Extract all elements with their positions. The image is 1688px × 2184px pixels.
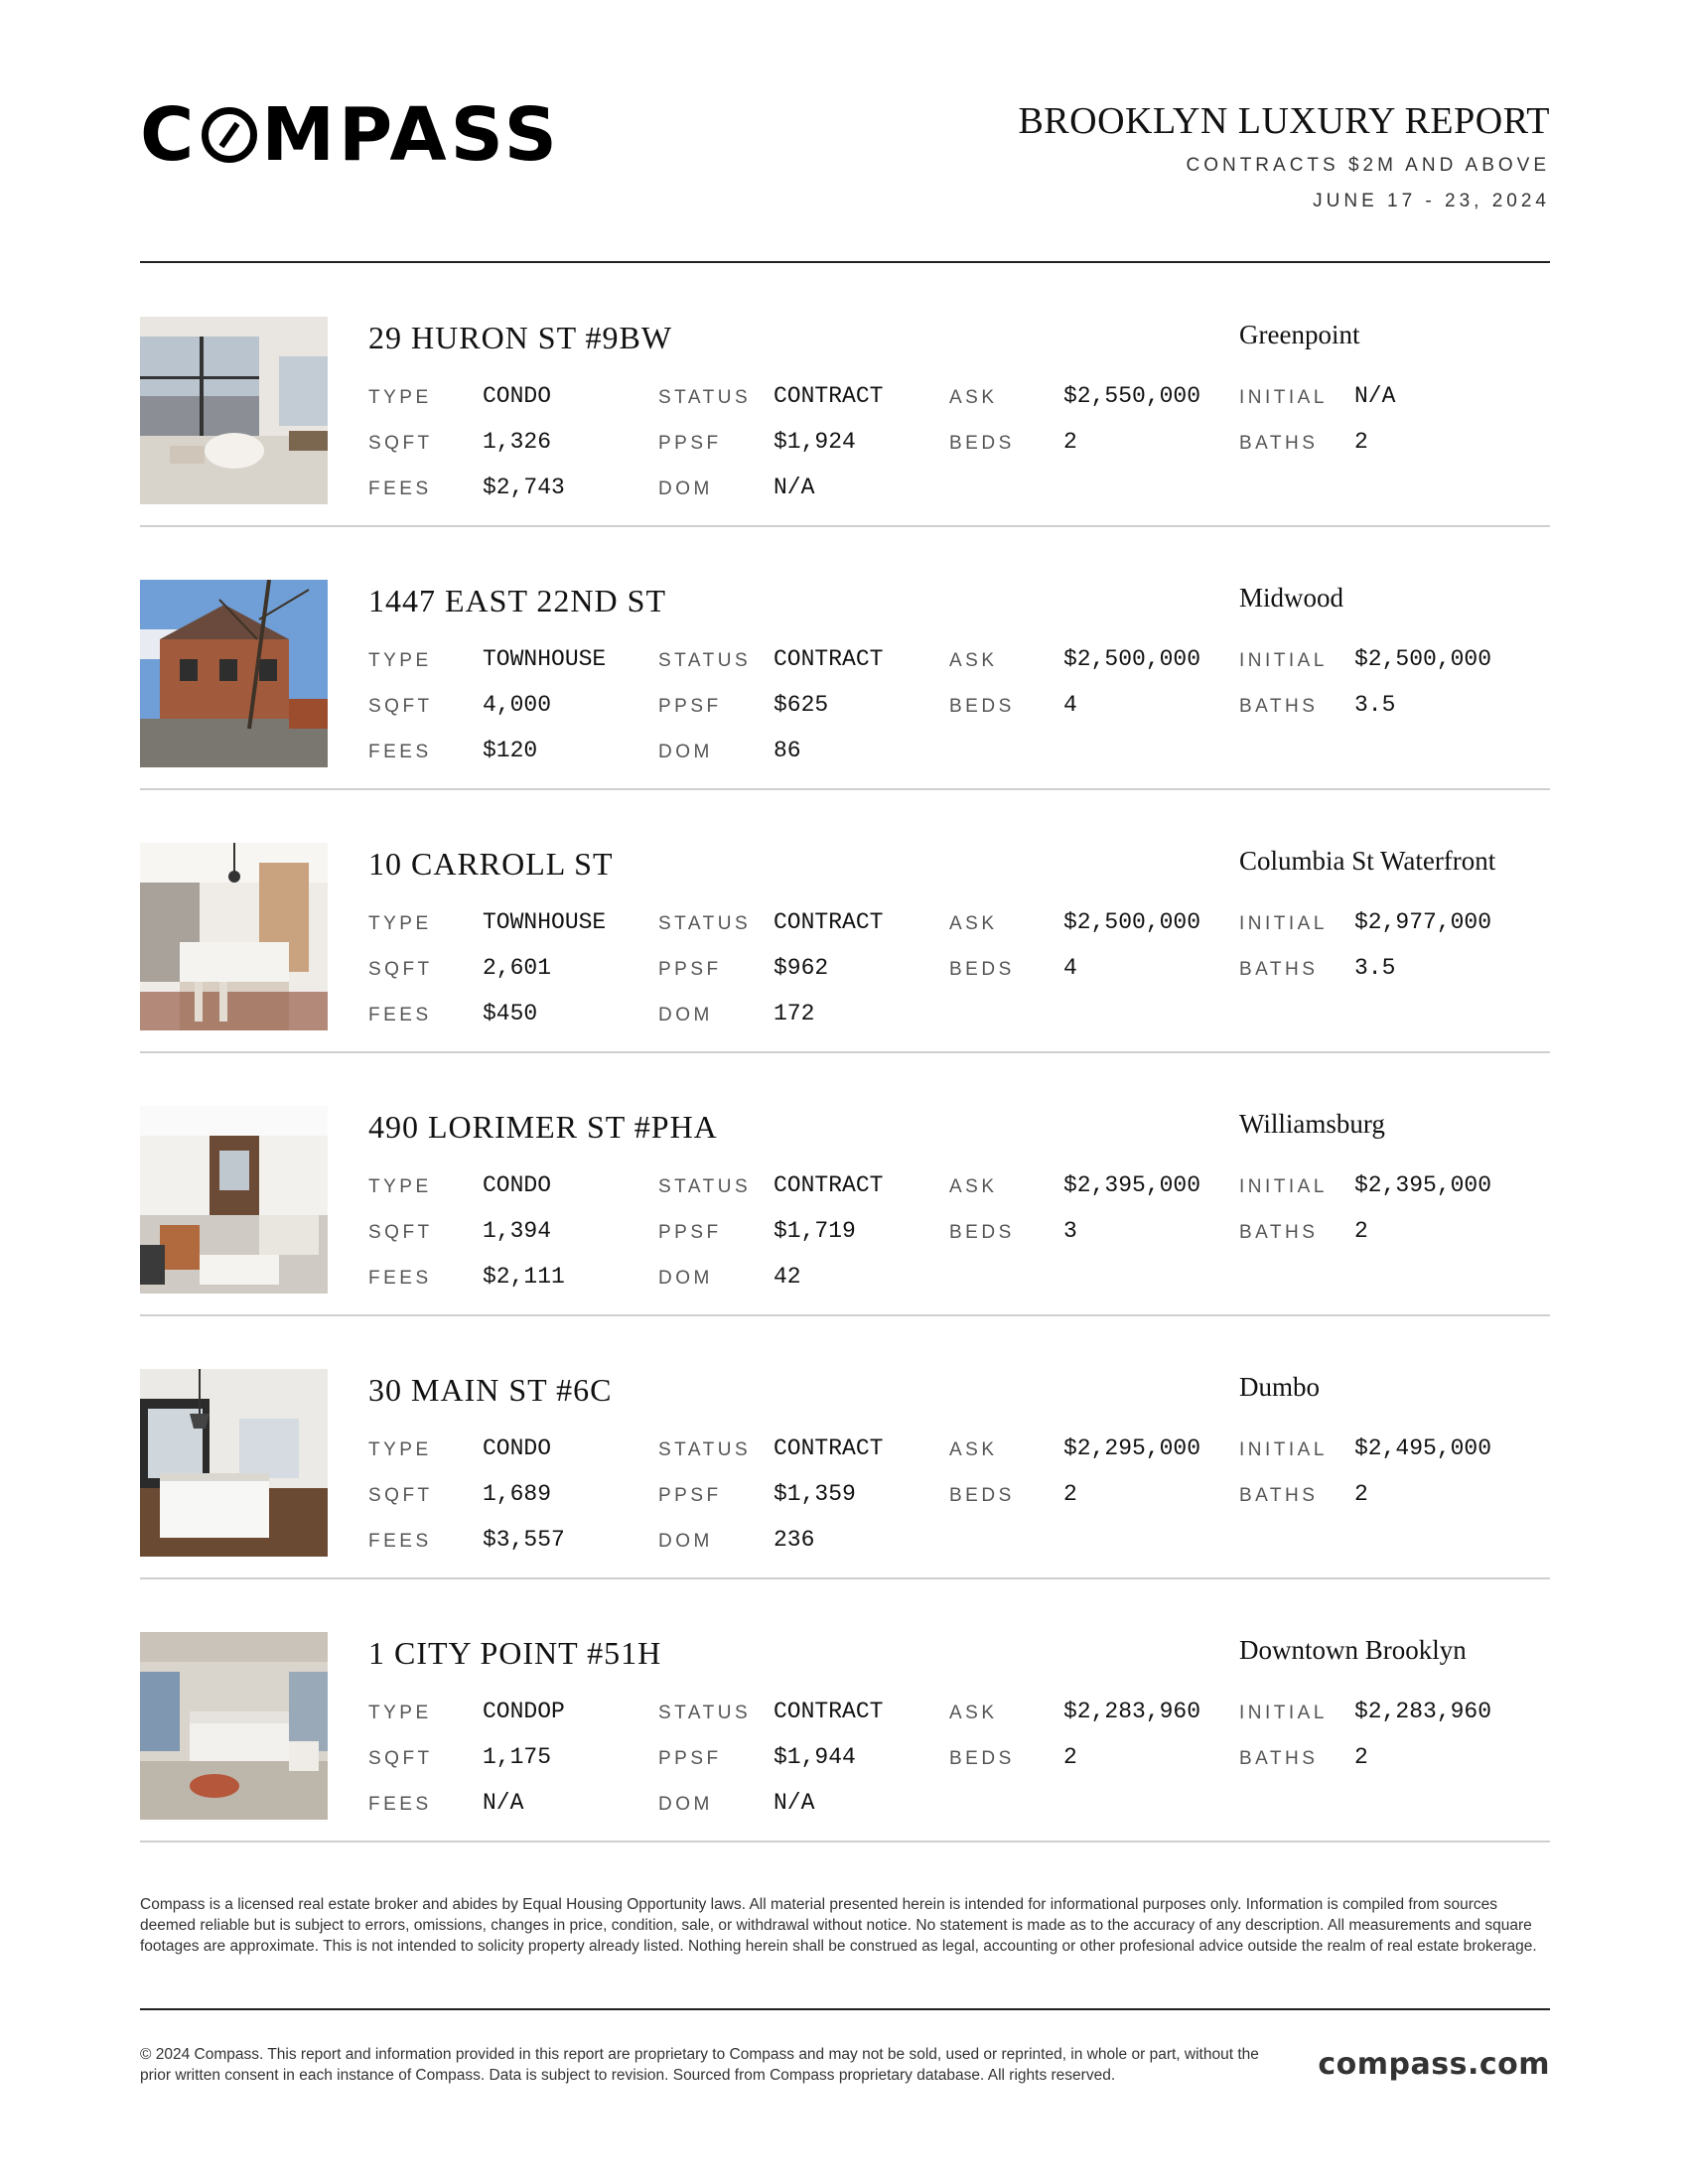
label-sqft: SQFT <box>368 696 433 717</box>
value-dom: 236 <box>774 1527 815 1553</box>
label-fees: FEES <box>368 1005 432 1025</box>
label-initial: INITIAL <box>1239 1439 1328 1460</box>
value-type: CONDOP <box>483 1699 565 1724</box>
label-type: TYPE <box>368 913 432 934</box>
value-baths: 2 <box>1354 1481 1368 1507</box>
label-status: STATUS <box>658 1176 752 1197</box>
label-baths: BATHS <box>1239 959 1319 980</box>
listing-photo <box>140 1369 328 1557</box>
value-baths: 2 <box>1354 429 1368 455</box>
listing-neighborhood: Downtown Brooklyn <box>1239 1635 1467 1665</box>
label-dom: DOM <box>658 1531 713 1552</box>
listing-photo <box>140 580 328 767</box>
report-page <box>140 0 1550 2084</box>
value-ppsf: $1,359 <box>774 1481 856 1507</box>
value-status: CONTRACT <box>774 1699 884 1724</box>
value-type: CONDO <box>483 383 552 409</box>
value-type: TOWNHOUSE <box>483 646 607 672</box>
value-type: CONDO <box>483 1172 552 1198</box>
report-header <box>140 0 1550 264</box>
label-baths: BATHS <box>1239 1222 1319 1243</box>
label-initial: INITIAL <box>1239 650 1328 671</box>
listing-address: 30 MAIN ST #6C <box>368 1372 613 1408</box>
label-beds: BEDS <box>949 1748 1015 1769</box>
label-beds: BEDS <box>949 1485 1015 1506</box>
listing-card <box>140 790 1550 1053</box>
label-dom: DOM <box>658 1268 713 1289</box>
label-sqft: SQFT <box>368 1485 433 1506</box>
label-sqft: SQFT <box>368 1748 433 1769</box>
value-ppsf: $1,719 <box>774 1218 856 1244</box>
label-beds: BEDS <box>949 696 1015 717</box>
value-baths: 3.5 <box>1354 955 1396 981</box>
value-initial: N/A <box>1354 383 1396 409</box>
value-ask: $2,283,960 <box>1063 1699 1201 1724</box>
listing-card <box>140 1316 1550 1579</box>
listing-address: 490 LORIMER ST #PHA <box>368 1109 718 1145</box>
label-ppsf: PPSF <box>658 433 722 454</box>
label-ppsf: PPSF <box>658 959 722 980</box>
listing-neighborhood: Columbia St Waterfront <box>1239 846 1496 876</box>
value-status: CONTRACT <box>774 1172 884 1198</box>
report-title: BROOKLYN LUXURY REPORT <box>1018 100 1550 142</box>
label-ask: ASK <box>949 1703 998 1723</box>
value-sqft: 1,326 <box>483 429 552 455</box>
value-status: CONTRACT <box>774 383 884 409</box>
compass-website-link[interactable]: compass.com <box>1318 2047 1550 2082</box>
label-fees: FEES <box>368 478 432 499</box>
value-dom: 172 <box>774 1001 815 1026</box>
listing-photo <box>140 843 328 1030</box>
value-status: CONTRACT <box>774 1435 884 1461</box>
value-ppsf: $962 <box>774 955 829 981</box>
value-status: CONTRACT <box>774 909 884 935</box>
label-beds: BEDS <box>949 1222 1015 1243</box>
label-ask: ASK <box>949 1176 998 1197</box>
label-initial: INITIAL <box>1239 387 1328 408</box>
listing-photo <box>140 1106 328 1294</box>
footer-divider <box>140 2008 1550 2010</box>
label-baths: BATHS <box>1239 696 1319 717</box>
listing-neighborhood: Williamsburg <box>1239 1109 1385 1139</box>
label-ask: ASK <box>949 387 998 408</box>
value-baths: 3.5 <box>1354 692 1396 718</box>
label-dom: DOM <box>658 478 713 499</box>
value-ask: $2,295,000 <box>1063 1435 1201 1461</box>
listing-neighborhood: Dumbo <box>1239 1372 1320 1402</box>
value-sqft: 4,000 <box>483 692 552 718</box>
label-ask: ASK <box>949 1439 998 1460</box>
value-fees: N/A <box>483 1790 524 1816</box>
value-sqft: 2,601 <box>483 955 552 981</box>
value-initial: $2,495,000 <box>1354 1435 1492 1461</box>
listing-card <box>140 264 1550 527</box>
label-dom: DOM <box>658 1005 713 1025</box>
report-date: JUNE 17 - 23, 2024 <box>1313 191 1550 211</box>
label-status: STATUS <box>658 1703 752 1723</box>
value-fees: $120 <box>483 738 538 763</box>
label-ppsf: PPSF <box>658 1748 722 1769</box>
label-dom: DOM <box>658 1794 713 1815</box>
value-sqft: 1,689 <box>483 1481 552 1507</box>
value-sqft: 1,175 <box>483 1744 552 1770</box>
label-beds: BEDS <box>949 433 1015 454</box>
value-fees: $2,743 <box>483 475 565 500</box>
label-ask: ASK <box>949 913 998 934</box>
label-ppsf: PPSF <box>658 696 722 717</box>
value-dom: 86 <box>774 738 801 763</box>
header-divider <box>140 261 1550 263</box>
compass-o-icon <box>202 107 257 163</box>
label-type: TYPE <box>368 1439 432 1460</box>
label-sqft: SQFT <box>368 1222 433 1243</box>
listing-address: 1447 EAST 22ND ST <box>368 583 666 618</box>
value-ppsf: $1,924 <box>774 429 856 455</box>
label-baths: BATHS <box>1239 433 1319 454</box>
listing-address: 29 HURON ST #9BW <box>368 320 673 355</box>
value-status: CONTRACT <box>774 646 884 672</box>
value-ppsf: $625 <box>774 692 829 718</box>
listing-divider <box>140 1841 1550 1843</box>
listing-address: 10 CARROLL ST <box>368 846 614 882</box>
label-sqft: SQFT <box>368 959 433 980</box>
value-beds: 4 <box>1063 955 1077 981</box>
value-fees: $2,111 <box>483 1264 565 1290</box>
listing-neighborhood: Greenpoint <box>1239 320 1360 349</box>
value-baths: 2 <box>1354 1744 1368 1770</box>
label-fees: FEES <box>368 1794 432 1815</box>
label-dom: DOM <box>658 742 713 762</box>
label-ppsf: PPSF <box>658 1485 722 1506</box>
value-dom: N/A <box>774 475 815 500</box>
copyright-text: © 2024 Compass. This report and information provided in this report are proprietary to Compass and may not be sold, used or reprinted, in whole or part, without the prior written consent in each instance of Compass. Data is subject to revision. Sourced from Compass proprietary database. All rights reserved. <box>140 2046 1259 2084</box>
value-ask: $2,395,000 <box>1063 1172 1201 1198</box>
value-dom: 42 <box>774 1264 801 1290</box>
listing-neighborhood: Midwood <box>1239 583 1344 613</box>
value-dom: N/A <box>774 1790 815 1816</box>
listing-photo <box>140 317 328 504</box>
label-fees: FEES <box>368 1268 432 1289</box>
label-initial: INITIAL <box>1239 1703 1328 1723</box>
value-fees: $450 <box>483 1001 538 1026</box>
value-initial: $2,977,000 <box>1354 909 1492 935</box>
value-ask: $2,500,000 <box>1063 909 1201 935</box>
label-status: STATUS <box>658 387 752 408</box>
label-type: TYPE <box>368 387 432 408</box>
label-sqft: SQFT <box>368 433 433 454</box>
value-ask: $2,550,000 <box>1063 383 1201 409</box>
value-beds: 3 <box>1063 1218 1077 1244</box>
label-baths: BATHS <box>1239 1748 1319 1769</box>
value-fees: $3,557 <box>483 1527 565 1553</box>
value-type: TOWNHOUSE <box>483 909 607 935</box>
value-beds: 4 <box>1063 692 1077 718</box>
value-type: CONDO <box>483 1435 552 1461</box>
listing-card <box>140 527 1550 790</box>
listing-card <box>140 1053 1550 1316</box>
label-initial: INITIAL <box>1239 913 1328 934</box>
label-status: STATUS <box>658 1439 752 1460</box>
value-ask: $2,500,000 <box>1063 646 1201 672</box>
value-sqft: 1,394 <box>483 1218 552 1244</box>
report-subtitle: CONTRACTS $2M AND ABOVE <box>1186 155 1550 176</box>
label-fees: FEES <box>368 742 432 762</box>
label-fees: FEES <box>368 1531 432 1552</box>
label-ppsf: PPSF <box>658 1222 722 1243</box>
label-beds: BEDS <box>949 959 1015 980</box>
value-beds: 2 <box>1063 429 1077 455</box>
value-baths: 2 <box>1354 1218 1368 1244</box>
listing-card <box>140 1579 1550 1843</box>
compass-logo: C MPASS <box>140 92 561 178</box>
listing-photo <box>140 1632 328 1820</box>
label-initial: INITIAL <box>1239 1176 1328 1197</box>
label-type: TYPE <box>368 1703 432 1723</box>
label-type: TYPE <box>368 650 432 671</box>
value-ppsf: $1,944 <box>774 1744 856 1770</box>
label-baths: BATHS <box>1239 1485 1319 1506</box>
label-status: STATUS <box>658 650 752 671</box>
value-initial: $2,395,000 <box>1354 1172 1492 1198</box>
value-beds: 2 <box>1063 1744 1077 1770</box>
value-initial: $2,500,000 <box>1354 646 1492 672</box>
label-status: STATUS <box>658 913 752 934</box>
value-initial: $2,283,960 <box>1354 1699 1492 1724</box>
label-ask: ASK <box>949 650 998 671</box>
disclaimer-text: Compass is a licensed real estate broker and abides by Equal Housing Opportunity laws. All material presented herein is intended for informational purposes only. Information is compiled from sources deemed reliable but is subject to errors, omissions, changes in price, condition, sale, or withdrawal without notice. No statement is made as to the accuracy of any description. All measurements and square footages are approximate. This is not intended to solicity property already listed. Nothing herein shall be construed as legal, accounting or other profesional advice outside the realm of real estate brokerage. <box>140 1896 1537 1955</box>
value-beds: 2 <box>1063 1481 1077 1507</box>
label-type: TYPE <box>368 1176 432 1197</box>
listing-address: 1 CITY POINT #51H <box>368 1635 662 1671</box>
